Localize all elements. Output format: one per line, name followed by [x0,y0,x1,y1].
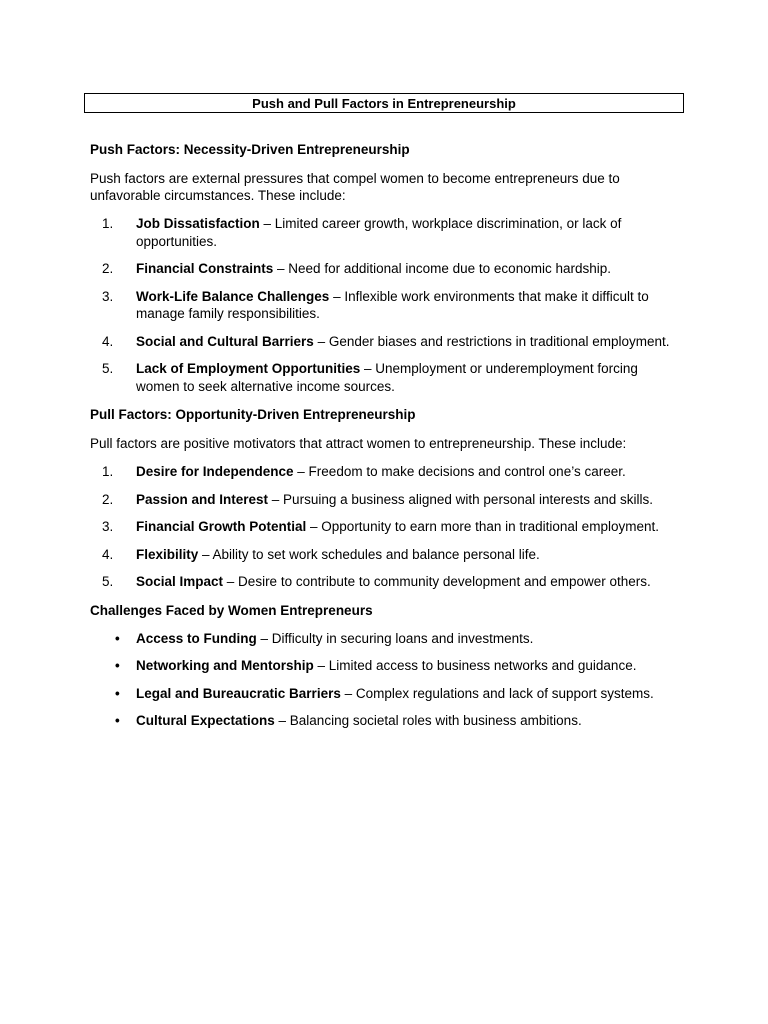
bullet-icon: • [115,713,120,728]
item-term: Networking and Mentorship [136,658,314,673]
item-desc: – Limited career growth, workplace discrimination, or lack of opportunities. [136,216,622,249]
item-term: Financial Growth Potential [136,519,307,534]
list-number: 2. [102,491,114,507]
item-term: Legal and Bureaucratic Barriers [136,685,341,701]
item-term: Job Dissatisfaction [136,216,260,231]
challenges-list [90,630,690,730]
challenges-heading: Challenges Faced by Women Entrepreneurs [90,602,373,618]
item-desc: – Complex regulations and lack of support systems. [340,685,654,701]
item-term: Access to Funding [136,630,257,646]
item-desc: – Limited access to business networks and guidance. [313,658,637,673]
push-heading: Push Factors: Necessity-Driven Entrepreneurship [90,142,410,157]
document-body [90,141,690,730]
pull-list-item [90,491,690,509]
item-term: Social and Cultural Barriers [136,333,314,349]
item-term: Flexibility [136,546,199,562]
push-list-item [90,288,690,323]
pull-list-item [90,463,690,481]
document-title: Push and Pull Factors in Entrepreneurship [84,93,684,113]
push-list-item [90,215,690,250]
challenges-list-item [90,630,690,648]
list-number: 5. [102,361,114,376]
item-desc: – Balancing societal roles with business ambitions. [274,713,582,728]
item-term: Financial Constraints [136,261,274,276]
item-desc: – Ability to set work schedules and balance personal life. [198,546,540,562]
bullet-icon: • [115,630,120,646]
item-term: Work-Life Balance Challenges [136,288,330,304]
item-desc: – Gender biases and restrictions in traditional employment. [313,333,670,349]
pull-intro: Pull factors are positive motivators that attract women to entrepreneurship. These include: [90,436,627,451]
push-list-item [90,360,690,395]
push-intro: Push factors are external pressures that compel women to become entrepreneurs due to unfavorable circumstances. These include: [90,171,620,203]
bullet-icon: • [115,658,120,673]
item-desc: – Need for additional income due to economic hardship. [273,261,611,276]
bullet-icon: • [115,685,120,701]
item-desc: – Pursuing a business aligned with personal interests and skills. [268,491,654,507]
challenges-list-item [90,657,690,675]
item-term: Social Impact [136,574,224,589]
item-desc: – Unemployment or underemployment forcing women to seek alternative income sources. [136,361,638,394]
item-term: Desire for Independence [136,464,294,479]
item-desc: – Freedom to make decisions and control one’s career. [293,464,626,479]
list-number: 4. [102,546,114,562]
push-list-item [90,260,690,278]
list-number: 3. [102,288,114,304]
pull-list-item [90,573,690,591]
pull-heading: Pull Factors: Opportunity-Driven Entrepreneurship [90,407,416,422]
item-term: Cultural Expectations [136,713,275,728]
pull-list-item [90,518,690,536]
item-desc: – Desire to contribute to community development and empower others. [223,574,651,589]
list-number: 2. [102,261,114,276]
item-desc: – Difficulty in securing loans and investments. [256,630,534,646]
item-term: Passion and Interest [136,491,269,507]
push-list [90,215,690,395]
list-number: 1. [102,216,114,231]
list-number: 5. [102,574,114,589]
list-number: 3. [102,519,114,534]
challenges-list-item [90,712,690,730]
item-desc: – Opportunity to earn more than in traditional employment. [306,519,659,534]
list-number: 1. [102,464,114,479]
challenges-list-item [90,685,690,703]
pull-list [90,463,690,591]
pull-list-item [90,546,690,564]
push-list-item [90,333,690,351]
item-desc: – Inflexible work environments that make it difficult to manage family responsibilities. [136,288,649,321]
list-number: 4. [102,333,114,349]
item-term: Lack of Employment Opportunities [136,361,361,376]
